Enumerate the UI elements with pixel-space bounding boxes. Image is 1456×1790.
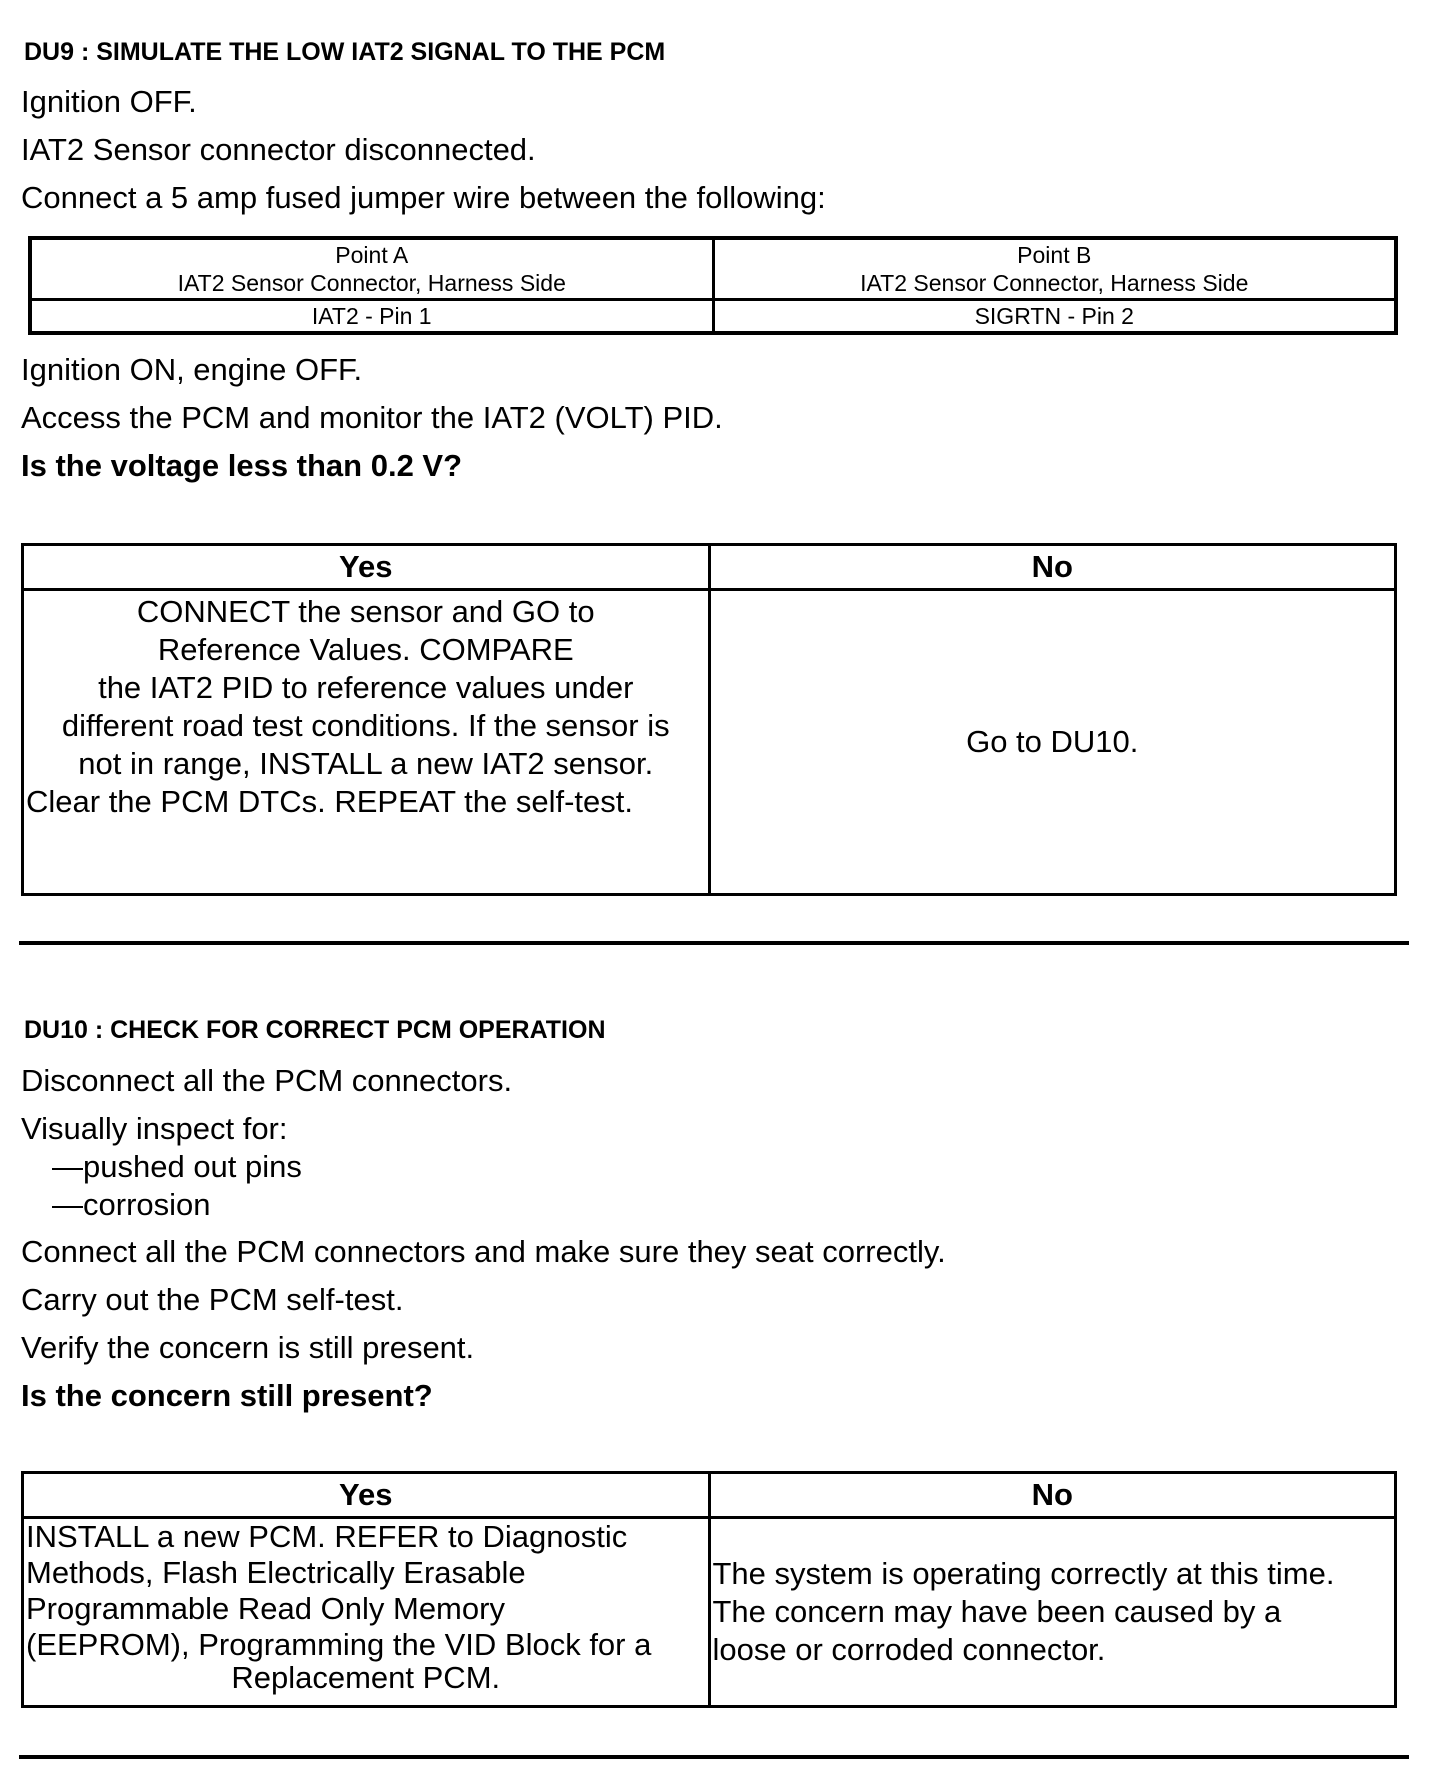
jumper-header-row xyxy=(30,238,1396,300)
point-b-header xyxy=(713,238,1396,300)
du9-yes-line: different road test conditions. If the sensor is xyxy=(61,708,670,743)
du10-step-connect: Connect all the PCM connectors and make sure they seat correctly. xyxy=(21,1234,946,1269)
du9-answer-table xyxy=(21,543,1397,896)
du9-yes-line: not in range, INSTALL a new IAT2 sensor. xyxy=(78,746,654,781)
du9-no-cell xyxy=(709,590,1396,895)
point-a-label: Point A xyxy=(335,242,409,268)
point-b-pin: SIGRTN - Pin 2 xyxy=(713,300,1396,334)
point-b-label: Point B xyxy=(1017,242,1092,268)
du9-step-ignition-on: Ignition ON, engine OFF. xyxy=(21,352,363,387)
du10-yes-cell xyxy=(23,1518,710,1707)
du10-step-disconnect: Disconnect all the PCM connectors. xyxy=(21,1063,513,1098)
du10-step-inspect: Visually inspect for: xyxy=(21,1111,288,1146)
du10-question: Is the concern still present? xyxy=(21,1378,433,1413)
du9-step-ignition-off: Ignition OFF. xyxy=(21,84,197,119)
du9-question: Is the voltage less than 0.2 V? xyxy=(21,448,463,483)
du10-no-line: loose or corroded connector. xyxy=(712,1632,1106,1667)
du9-no-text: Go to DU10. xyxy=(966,724,1139,759)
du10-answer-header-row xyxy=(23,1473,1396,1518)
du10-yes-line: Programmable Read Only Memory xyxy=(26,1591,505,1626)
du10-no-line: The concern may have been caused by a xyxy=(712,1594,1282,1629)
du9-yes-line: Reference Values. COMPARE xyxy=(157,632,574,667)
du10-inspect-item-pins: —pushed out pins xyxy=(52,1149,302,1184)
point-b-desc: IAT2 Sensor Connector, Harness Side xyxy=(860,270,1249,296)
du10-step-selftest: Carry out the PCM self-test. xyxy=(21,1282,404,1317)
du10-yes-line: INSTALL a new PCM. REFER to Diagnostic xyxy=(26,1519,628,1554)
du9-step-disconnect: IAT2 Sensor connector disconnected. xyxy=(21,132,536,167)
du9-no-header: No xyxy=(709,545,1396,590)
jumper-table xyxy=(28,236,1398,335)
du10-yes-header: Yes xyxy=(23,1473,710,1518)
du10-no-line: The system is operating correctly at this time. xyxy=(712,1556,1335,1591)
du9-yes-cell xyxy=(23,590,710,895)
du9-answer-body-row xyxy=(23,590,1396,895)
du9-yes-header: Yes xyxy=(23,545,710,590)
du9-step-monitor: Access the PCM and monitor the IAT2 (VOLT) PID. xyxy=(21,400,723,435)
jumper-pin-row xyxy=(30,300,1396,334)
point-a-header xyxy=(30,238,713,300)
du9-yes-line: the IAT2 PID to reference values under xyxy=(98,670,634,705)
du10-title: DU10 : CHECK FOR CORRECT PCM OPERATION xyxy=(24,1016,606,1044)
du9-title: DU9 : SIMULATE THE LOW IAT2 SIGNAL TO THE PCM xyxy=(24,38,666,66)
du10-answer-body-row xyxy=(23,1518,1396,1707)
du9-yes-line: Clear the PCM DTCs. REPEAT the self-test. xyxy=(26,784,633,819)
du10-inspect-item-corrosion: —corrosion xyxy=(52,1187,211,1222)
du10-answer-table xyxy=(21,1471,1397,1708)
du9-answer-header-row xyxy=(23,545,1396,590)
section-divider xyxy=(19,1755,1409,1759)
section-divider xyxy=(19,941,1409,945)
du10-yes-line: (EEPROM), Programming the VID Block for a xyxy=(26,1627,652,1662)
du10-no-cell xyxy=(709,1518,1396,1707)
point-a-pin: IAT2 - Pin 1 xyxy=(30,300,713,334)
point-a-desc: IAT2 Sensor Connector, Harness Side xyxy=(177,270,566,296)
du9-step-jumper: Connect a 5 amp fused jumper wire between the following: xyxy=(21,180,826,215)
du10-no-header: No xyxy=(709,1473,1396,1518)
du10-step-verify: Verify the concern is still present. xyxy=(21,1330,475,1365)
du9-yes-line: CONNECT the sensor and GO to xyxy=(136,594,595,629)
du10-yes-line: Methods, Flash Electrically Erasable xyxy=(26,1555,526,1590)
du10-yes-line: Replacement PCM. xyxy=(231,1660,501,1695)
